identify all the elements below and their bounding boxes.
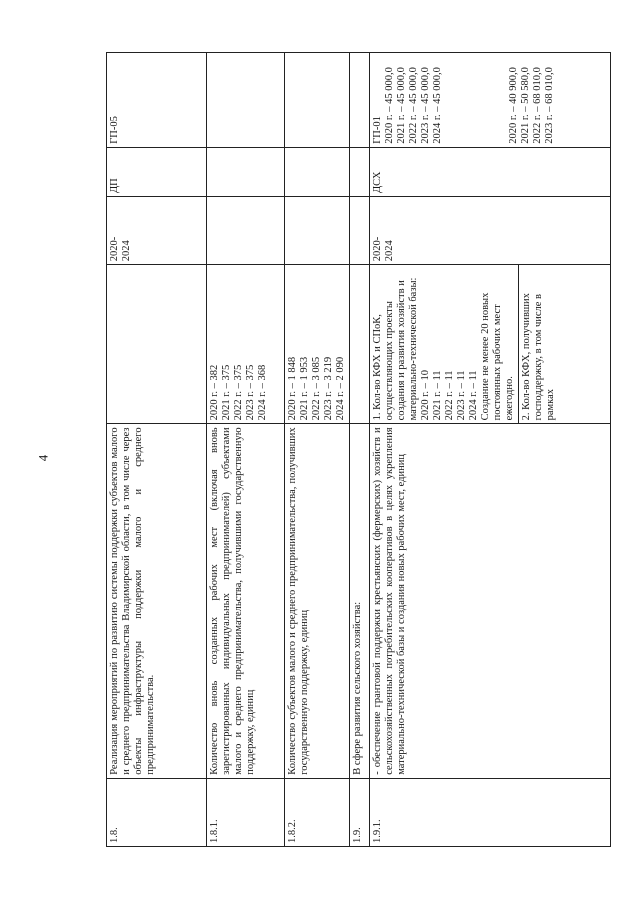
row-period bbox=[350, 197, 370, 265]
row-name: - обеспечение грантовой поддержки крестьянских (фермерских) хозяйств и сельскохозяйственных потребительских кооперативов в целях укрепления материально-технической базы и создания новых рабочих мест, единиц bbox=[370, 424, 611, 778]
row-source bbox=[370, 53, 611, 148]
source-part-1: ГП-01 2020 г. – 45 000,0 2021 г. – 45 000,0 2022 г. – 45 000,0 2023 г. – 45 000,0 2024 г. – 45 000,0 bbox=[372, 67, 443, 144]
table-row bbox=[350, 53, 370, 847]
source-spacer bbox=[444, 56, 508, 144]
indicator-part-1: 1. Кол-во КФХ и СПоК, осуществляющих проекты создания и развития хозяйств и материально-технической базы: 2020 г. – 10 2021 г. – 11 2022 г. – 11 2023 г. – 11 2024 г. – 11 Создание не менее 20 новых постоянных рабочих мест ежегодно. bbox=[372, 277, 515, 421]
row-indicator bbox=[107, 265, 207, 424]
row-source bbox=[207, 53, 285, 148]
page-number: 4 bbox=[35, 454, 51, 462]
indicator-part-2: 2. Кол-во КФХ, получивших господдержку, в том числе в рамках bbox=[521, 293, 556, 421]
row-executor bbox=[207, 147, 285, 196]
row-executor: ДП bbox=[107, 147, 207, 196]
row-period bbox=[285, 197, 350, 265]
row-number: 1.8.2. bbox=[285, 778, 350, 846]
row-indicator bbox=[370, 265, 611, 424]
row-executor bbox=[285, 147, 350, 196]
row-indicator: 2020 г. – 1 848 2021 г. – 1 953 2022 г. – 3 085 2023 г. – 3 219 2024 г. – 2 090 bbox=[285, 265, 350, 424]
row-period: 2020- 2024 bbox=[107, 197, 207, 265]
source-part-2: 2020 г. – 40 900,0 2021 г. – 50 580,0 2022 г. – 68 010,0 2023 г. – 68 010,0 bbox=[508, 67, 555, 144]
row-number: 1.8. bbox=[107, 778, 207, 846]
table-row bbox=[107, 53, 207, 847]
row-source bbox=[350, 53, 370, 148]
table-row bbox=[207, 53, 285, 847]
row-indicator bbox=[350, 265, 370, 424]
row-number: 1.8.1. bbox=[207, 778, 285, 846]
table-row bbox=[370, 53, 611, 847]
row-number: 1.9. bbox=[350, 778, 370, 846]
row-source bbox=[285, 53, 350, 148]
row-name: Количество субъектов малого и среднего предпринимательства, получивших государственную поддержку, единиц bbox=[285, 424, 350, 778]
row-period: 2020- 2024 bbox=[370, 197, 611, 265]
row-name: В сфере развития сельского хозяйства: bbox=[350, 424, 370, 778]
row-name: Реализация мероприятий по развитию системы поддержки субъектов малого и среднего предпринимательства Владимирской области, в том числе через объекты инфраструктуры поддержки малого и среднего предпринимательства. bbox=[107, 424, 207, 778]
rotated-table-stage bbox=[106, 52, 611, 847]
row-indicator: 2020 г. – 382 2021 г. – 375 2022 г. – 375 2023 г. – 375 2024 г. – 368 bbox=[207, 265, 285, 424]
measures-table bbox=[106, 52, 611, 847]
row-source: ГП-05 bbox=[107, 53, 207, 148]
indicator-divider bbox=[518, 265, 519, 423]
row-executor: ДСХ bbox=[370, 147, 611, 196]
table-row bbox=[285, 53, 350, 847]
row-name: Количество вновь созданных рабочих мест (включая вновь зарегистрированных индивидуальных предпринимателей) субъектами малого и среднего предпринимательства, получившими государственную поддержку, единиц bbox=[207, 424, 285, 778]
row-period bbox=[207, 197, 285, 265]
row-number: 1.9.1. bbox=[370, 778, 611, 846]
row-executor bbox=[350, 147, 370, 196]
